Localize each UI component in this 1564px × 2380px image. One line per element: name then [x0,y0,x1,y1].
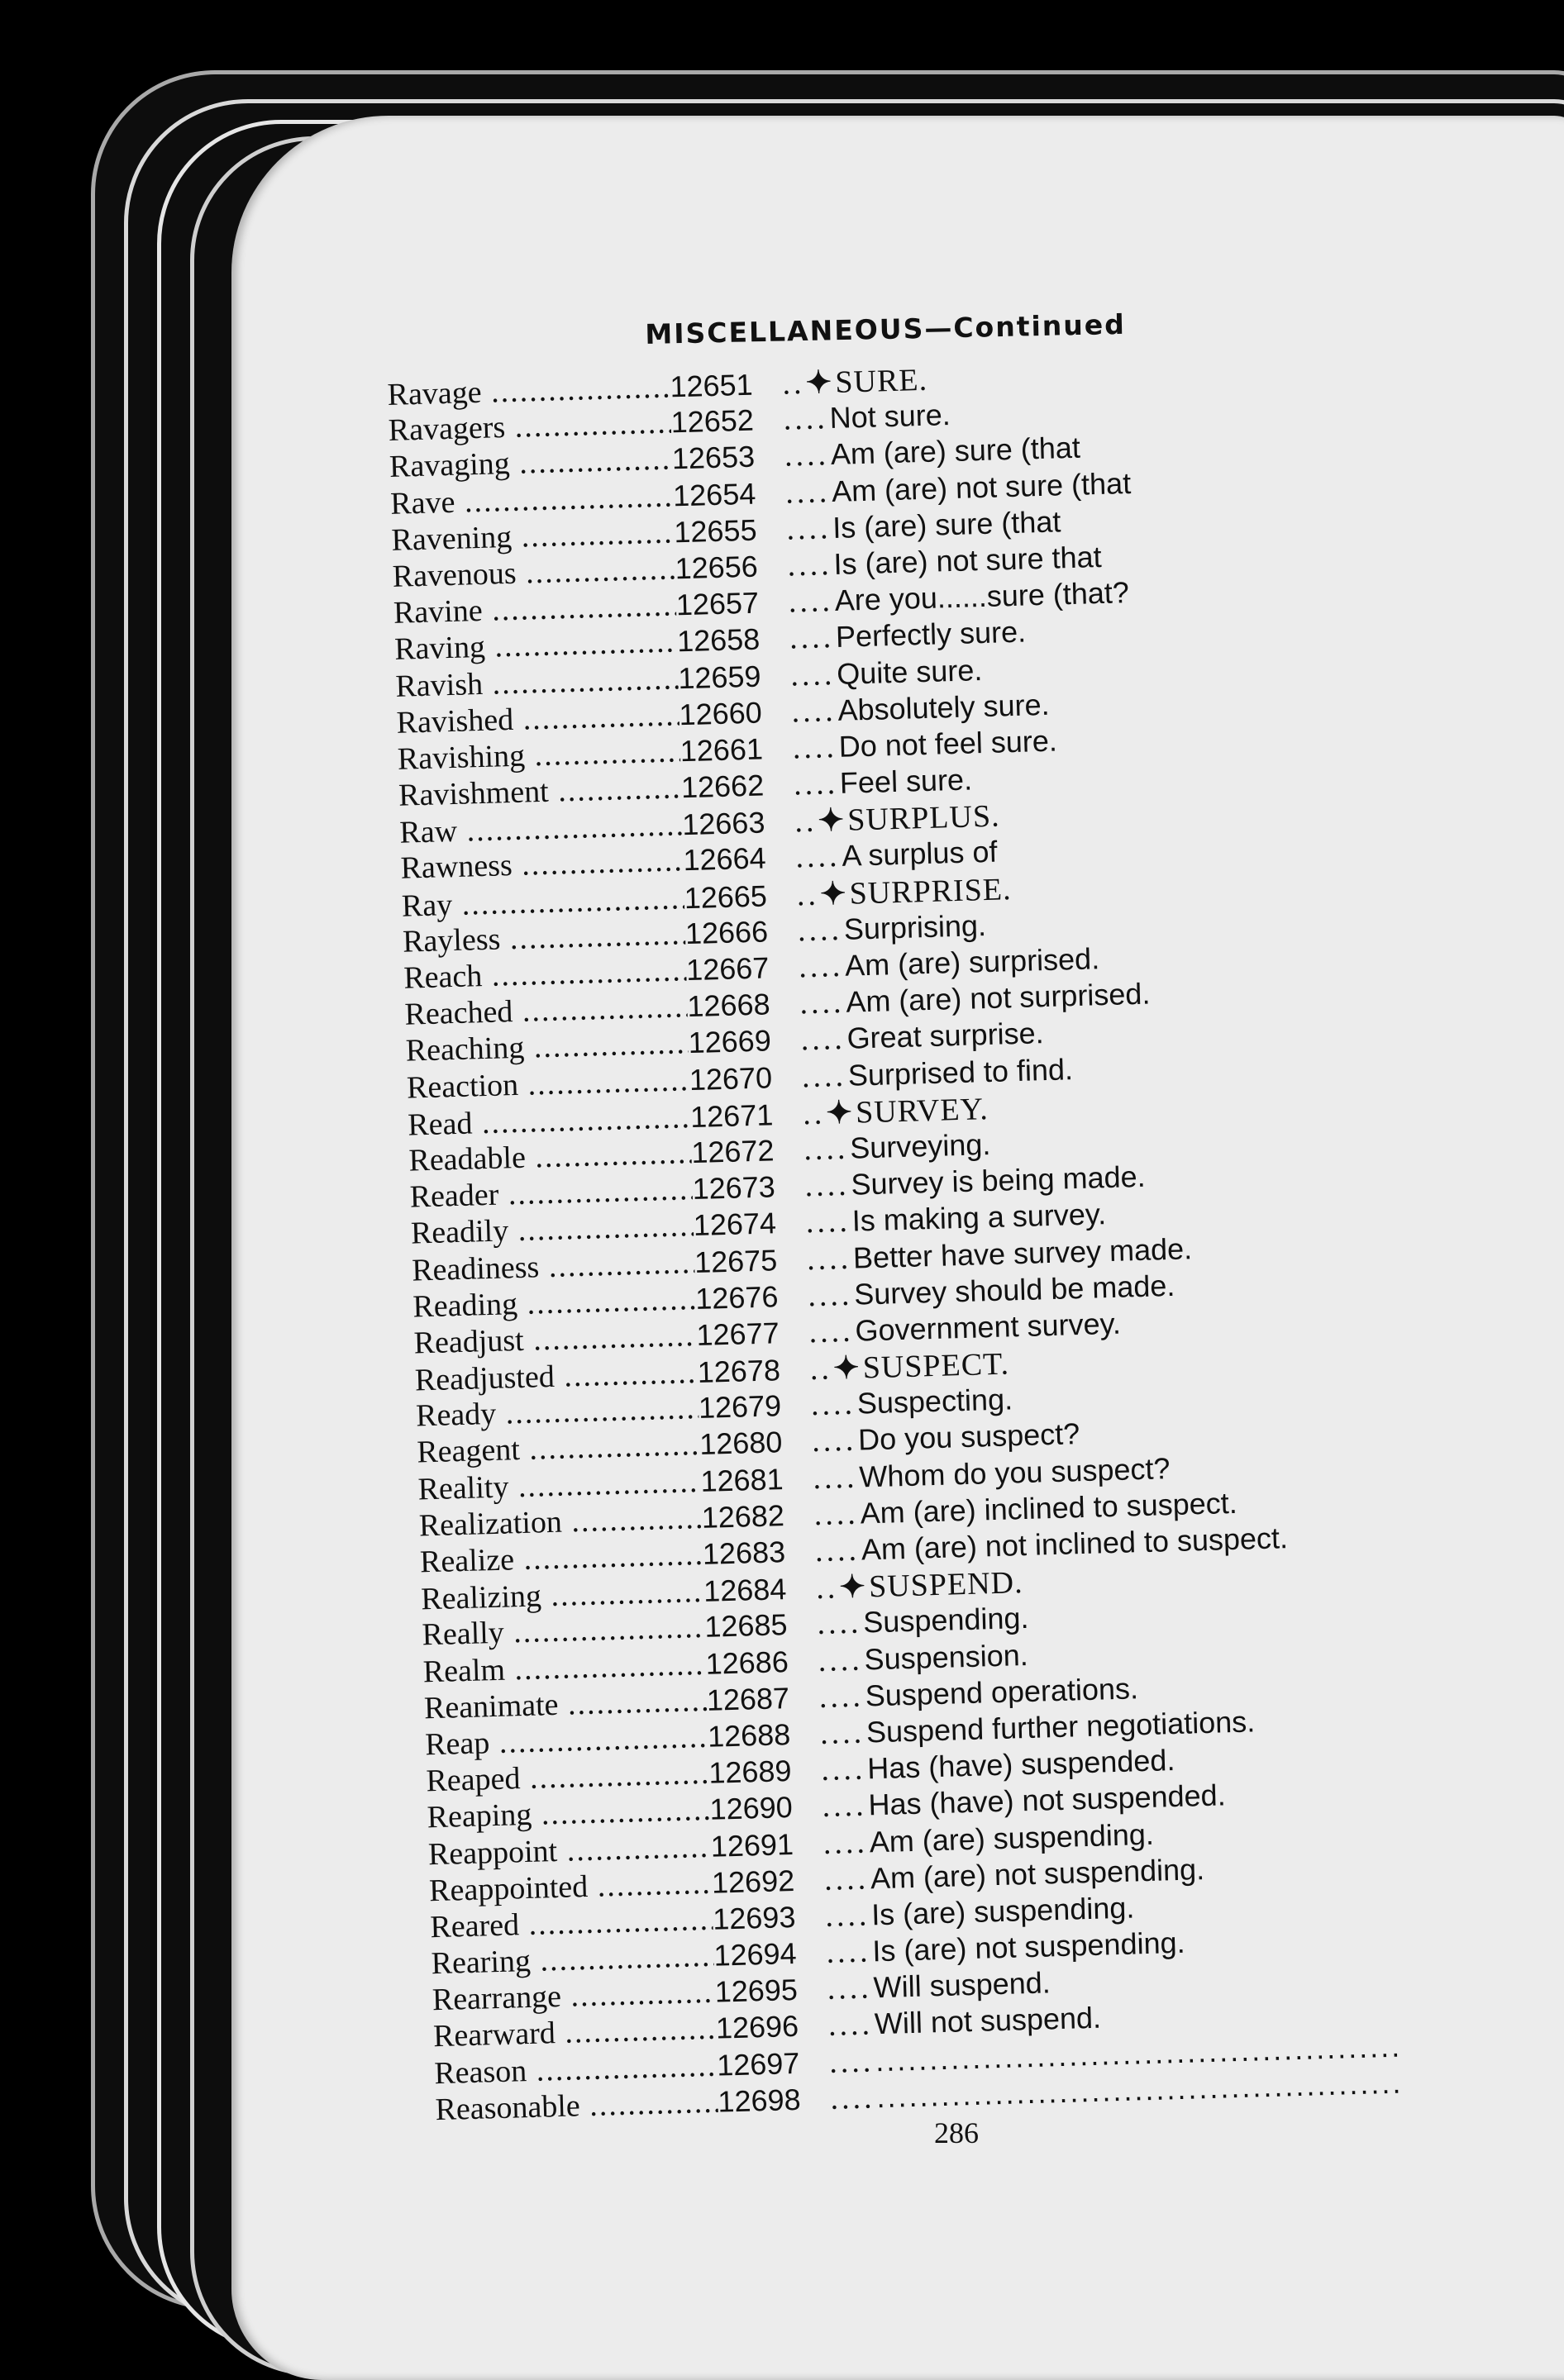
entry-meaning: Am (are) inclined to suspect. [860,1485,1238,1530]
entry-meaning: Am (are) suspending. [869,1816,1155,1859]
leader-dots: .... [788,583,834,620]
entry-meaning: Surveying. [849,1126,991,1165]
entry-word: Raw ..... [399,807,683,851]
leader-dots: .... [812,1459,859,1496]
entry-code: 12668 [686,987,771,1024]
entry-word: Reader ..... [409,1171,693,1216]
entry-keyword: SURVEY. [855,1091,989,1130]
entry-code: 12680 [699,1425,783,1462]
entry-code: 12666 [684,914,769,950]
four-point-star-icon: ✦ [819,876,847,912]
entry-word: Realizing ..... [421,1573,704,1618]
entry-meaning: Am (are) not sure (that [831,465,1132,508]
leader-dots: .... [799,985,845,1021]
leader-dots: .... [810,1386,856,1423]
entry-word: Ready ..... [416,1390,699,1435]
entry-meaning: Survey is being made. [850,1159,1147,1202]
entry-code: 12660 [678,695,763,731]
entry-word: Reach ..... [403,952,687,997]
entry-code: 12689 [708,1754,792,1790]
entry-code: 12663 [681,805,765,842]
entry-meaning: Government survey. [854,1306,1122,1348]
leader-dots: .... [819,1715,865,1751]
four-point-star-icon: ✦ [804,364,832,401]
leader-dots: .. [815,1570,839,1606]
entry-code: 12661 [679,731,764,769]
leader-dots: .... [816,1605,862,1642]
entry-keyword: SURPRISE. [849,871,1013,912]
leader-dots: .... [784,474,831,511]
entry-code: 12679 [698,1388,782,1426]
entry-word: Reappointed ..... [429,1864,713,1909]
entry-code: 12675 [694,1242,778,1279]
entry-code: 12693 [712,1899,796,1936]
leader-dots: .... [793,766,839,802]
entry-meaning: Are you......sure (that? [834,575,1130,618]
leader-dots: .... [818,1678,865,1715]
four-point-star-icon: ✦ [838,1569,866,1606]
entry-code: 12664 [682,840,767,878]
entry-code: 12669 [688,1023,772,1060]
entry-meaning: Not sure. [829,397,951,436]
entry-word: Rearward ..... [433,2011,717,2055]
entry-code: 12686 [705,1644,789,1681]
page-number: 286 [934,2116,979,2149]
leader-dots: .... [790,693,837,730]
entry-code: 12673 [692,1169,776,1207]
entry-word: Rawness ..... [400,843,684,888]
leader-dots: .... [828,2043,875,2080]
leader-dots: .... [813,1496,860,1532]
entry-code: 12688 [707,1716,791,1754]
leader-dots: .. [794,803,818,840]
entry-code: 12696 [715,2009,799,2046]
entry-word: Ravening ..... [391,514,675,559]
entry-meaning: Am (are) not surprised. [845,976,1151,1019]
entry-code: 12653 [671,439,756,476]
leader-dots: .... [824,1897,870,1934]
entry-word: Ravage ..... [387,369,670,413]
entry-meaning: Is (are) not sure that [832,539,1103,581]
entry-code: 12665 [684,878,768,915]
leader-dots: .... [789,656,836,693]
entry-code: 12652 [670,402,755,440]
entry-meaning: Has (have) not suspended. [867,1778,1227,1822]
entry-meaning: Surprising. [843,907,987,946]
entry-meaning: Suspend operations. [865,1670,1139,1713]
entry-keyword: SURE. [834,362,928,400]
page-heading: MISCELLANEOUS—Continued [645,307,1127,350]
leader-dots: .... [827,2006,874,2044]
leader-dots: .... [803,1130,849,1168]
entry-word: Readily ..... [410,1207,694,1252]
entry-code: 12691 [710,1826,794,1864]
entry-meaning: Whom do you suspect? [858,1450,1171,1494]
entry-code: 12678 [697,1353,781,1390]
entry-word: Read ..... [408,1099,691,1144]
leader-dots: .... [811,1423,857,1459]
leader-dots: .. [796,877,820,913]
entry-word: Ravaging ..... [389,441,672,486]
entry-code: 12672 [690,1133,775,1170]
leader-dots: .... [789,620,835,656]
entry-word: Rayless ..... [403,916,686,960]
entry-word: Reappoint ..... [427,1828,711,1873]
entry-word: Realization ..... [418,1500,702,1545]
leader-dots: .... [827,1970,873,2007]
entry-word: Reaching ..... [405,1026,689,1070]
entry-meaning: Am (are) not inclined to suspect. [861,1521,1289,1567]
blank-entry-dots: ................................................. [875,2065,1404,2115]
entry-word: Readable ..... [408,1135,692,1179]
entry-word: Realm ..... [422,1645,706,1690]
leader-dots: .... [798,948,844,985]
entry-word: Readiness ..... [412,1245,695,1289]
entry-meaning: Will not suspend. [874,2001,1102,2041]
entry-meaning: Survey should be made. [853,1268,1175,1311]
leader-dots: .... [818,1642,864,1678]
leader-dots: .... [787,546,833,583]
entry-word: Ravishing ..... [397,733,680,778]
entry-code: 12662 [680,768,765,805]
entry-word: Reanimate ..... [423,1683,707,1727]
entry-code: 12659 [677,659,761,695]
leader-dots: .. [809,1351,833,1388]
entry-meaning: Is (are) suspending. [870,1890,1135,1932]
entry-meaning: Perfectly sure. [835,614,1027,654]
four-point-star-icon: ✦ [817,803,845,839]
entry-code: 12685 [703,1607,789,1645]
leader-dots: .... [803,1167,851,1204]
entry-word: Reared ..... [430,1902,713,1946]
leader-dots: .... [785,510,832,547]
entry-code: 12670 [689,1059,773,1097]
entry-code: 12695 [714,1973,799,2009]
entry-code: 12692 [711,1863,795,1900]
entry-meaning: Suspending. [862,1601,1030,1640]
entry-code: 12677 [695,1316,780,1352]
entry-code: 12654 [672,476,756,512]
entry-word: Rearrange ..... [432,1974,715,2019]
entry-code: 12694 [713,1935,798,1973]
entry-word: Reality ..... [417,1464,701,1508]
entry-word: Reaped ..... [426,1755,709,1800]
entry-code: 12687 [706,1680,790,1717]
leader-dots: .... [805,1204,851,1240]
entry-word: Ray ..... [401,880,684,925]
leader-dots: .... [800,1021,846,1058]
entry-meaning: Am (are) not suspending. [870,1851,1205,1896]
leader-dots: .... [784,437,830,474]
entry-word: Ravagers ..... [388,405,671,450]
entry-word: Reaction ..... [406,1062,689,1107]
entry-meaning: Am (are) sure (that [830,430,1081,472]
leader-dots: .... [792,729,838,766]
entry-meaning: A surplus of [841,835,999,873]
entry-meaning: Is (are) not suspending. [871,1925,1186,1968]
entry-meaning: Do you suspect? [857,1416,1080,1458]
entry-code: 12667 [685,950,770,988]
entry-code: 12671 [689,1097,774,1134]
entry-code: 12651 [669,367,754,404]
entry-word: Realize ..... [419,1536,703,1581]
entry-word: Ravenous ..... [392,550,675,595]
leader-dots: .... [829,2080,875,2116]
entry-word: Readjust ..... [413,1317,697,1362]
entry-code: 12682 [701,1497,785,1535]
entry-word: Reap ..... [425,1719,708,1764]
entry-meaning: Great surprise. [846,1016,1045,1056]
blank-entry-dots: ................................................. [875,2029,1403,2078]
entry-meaning: Is (are) sure (that [832,504,1061,545]
entry-meaning: Feel sure. [839,762,973,800]
entry-word: Ravishment ..... [398,769,682,814]
entry-keyword: SUSPEND. [868,1565,1024,1605]
entry-word: Ravish ..... [395,660,679,705]
leader-dots: .... [823,1861,870,1897]
entry-meaning: Suspecting. [856,1382,1013,1421]
entry-word: Reason ..... [434,2047,718,2092]
entry-word: Reached ..... [404,988,688,1033]
entry-word: Rearing ..... [431,1938,714,1983]
leader-dots: .... [825,1934,872,1970]
entry-meaning: Better have survey made. [852,1230,1193,1275]
entry-word: Reasonable ..... [435,2083,718,2128]
entry-word: Reaping ..... [427,1792,710,1836]
entry-word: Really ..... [422,1609,705,1654]
leader-dots: .. [781,365,806,402]
entry-code: 12698 [717,2082,802,2119]
leader-dots: .... [821,1787,868,1825]
entry-meaning: Quite sure. [836,652,983,691]
entry-code: 12657 [675,585,760,622]
entry-meaning: Suspend further negotiations. [865,1704,1256,1749]
leader-dots: .... [797,912,843,949]
entry-word: Rave ..... [390,478,674,522]
entry-word: Ravished ..... [396,697,679,741]
entry-code: 12681 [699,1461,784,1498]
entry-meaning: Surprised to find. [847,1051,1074,1092]
entry-meaning: Suspension. [864,1637,1029,1677]
leader-dots: .... [794,839,842,875]
four-point-star-icon: ✦ [825,1095,853,1131]
leader-dots: .... [820,1751,866,1788]
entry-word: Reagent ..... [417,1426,700,1471]
leader-dots: .... [823,1824,869,1861]
leader-dots: .... [807,1277,853,1313]
entry-meaning: Will suspend. [873,1965,1051,2005]
leader-dots: .... [783,401,829,437]
entry-code: 12690 [709,1790,794,1827]
entry-code: 12684 [703,1572,787,1609]
four-point-star-icon: ✦ [832,1350,861,1387]
leader-dots: .... [814,1532,861,1569]
entry-meaning: Is making a survey. [851,1197,1107,1238]
entry-word: Ravine ..... [393,587,676,631]
entry-code: 12683 [702,1535,786,1571]
entry-meaning: Am (are) surprised. [844,941,1100,983]
leader-dots: .... [801,1058,847,1094]
entry-meaning: Has (have) suspended. [866,1743,1175,1786]
entry-word: Readjusted ..... [414,1354,698,1399]
leader-dots: .... [806,1240,852,1277]
entry-word: Raving ..... [394,624,678,669]
entry-keyword: SURPLUS. [846,798,1001,838]
leader-dots: .. [802,1096,826,1132]
entry-code: 12674 [693,1206,777,1243]
entry-code: 12655 [673,512,758,550]
code-entry-list [387,344,1564,2128]
entry-code: 12658 [676,621,761,659]
entry-code: 12676 [694,1278,779,1316]
entry-word: Reading ..... [412,1281,696,1326]
leader-dots: .... [808,1313,855,1350]
entry-code: 12697 [716,2045,800,2082]
entry-keyword: SUSPECT. [862,1346,1010,1386]
entry-meaning: Do not feel sure. [838,723,1058,764]
entry-meaning: Absolutely sure. [837,687,1051,727]
entry-code: 12656 [675,549,759,586]
